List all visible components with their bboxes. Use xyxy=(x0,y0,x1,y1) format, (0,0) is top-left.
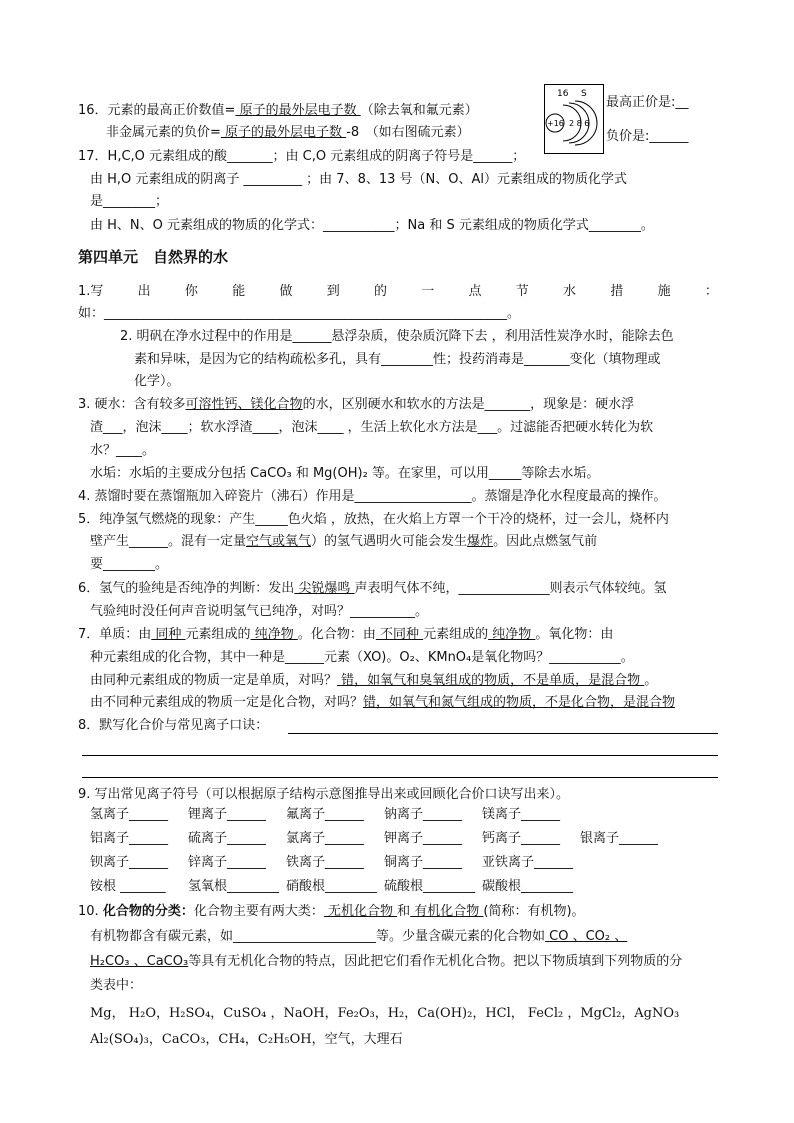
q10-line4: 类表中： xyxy=(90,978,143,993)
q17-line3: 是________； xyxy=(90,194,169,209)
q3-l1-text: 3. 硬水：含有较多 xyxy=(78,397,186,412)
q2-line1: 2. 明矾在净水过程中的作用是______悬浮杂质，使杂质沉降下去 ，利用活性炭净水时，能除去色 xyxy=(120,329,674,344)
q8-answer-line-3[interactable] xyxy=(82,777,718,778)
q10-l1-organic: 有机化合物 xyxy=(410,904,484,919)
q10-l2-underlined: CO 、CO₂ 、 xyxy=(545,929,628,944)
q1-spread-char: 节 xyxy=(515,284,529,299)
q16-l2-underlined: 原子的最外层电子数 xyxy=(220,125,347,140)
q16-l1-note: （除去氧和氟元素） xyxy=(360,103,478,118)
ion-blank-row1-0: 氢离子______ xyxy=(90,807,169,822)
q5-line2 xyxy=(90,533,597,551)
q1-spread-char: ： xyxy=(704,284,718,299)
q8-line: 8．默写化合价与常见离子口诀： xyxy=(78,718,269,733)
q10-l1-inorganic: 无机化合物 xyxy=(323,904,398,919)
q6-line2: 气验纯时没任何声音说明氢气已纯净，对吗？__________。 xyxy=(90,604,429,619)
ion-blank-row4-4: 碳酸根________ xyxy=(482,879,574,894)
atom-symbol-label: S xyxy=(581,89,587,99)
q10-substances-line2: Al₂(SO₄)₃，CaCO₃，CH₄，C₂H₅OH，空气，大理石 xyxy=(90,1032,403,1047)
q16-line1 xyxy=(78,102,478,120)
q7-l1-u2: 纯净物 xyxy=(250,627,298,642)
q16-l2-text: 非金属元素的负价= xyxy=(106,125,221,140)
q2-line3: 化学）。 xyxy=(134,374,180,389)
q9-title: 9. 写出常见离子符号（可以根据原子结构示意图推导出来或回顾化合价口诀写出来）。 xyxy=(78,787,570,802)
q16-l1-underlined: 原子的最外层电子数 xyxy=(235,103,361,118)
q5-line1: 5．纯净氢气燃烧的现象：产生_____色火焰 ，放热，在火焰上方罩一个干冷的烧杯，过一会儿，烧杯内 xyxy=(78,512,669,527)
q4-line: 4. 蒸馏时要在蒸馏瓶加入碎瓷片（沸石）作用是__________________。蒸馏是净化水程度最高的操作。 xyxy=(78,489,667,504)
q5-l2-mid: ）的氢气遇明火可能会发生 xyxy=(311,534,468,549)
q10-l1-num: 10. xyxy=(78,904,103,919)
q7-l1-b: 元素组成的 xyxy=(185,627,251,642)
q7-line3 xyxy=(90,672,657,690)
atom-structure-svg xyxy=(545,85,603,153)
q7-l1-u3: 不同种 xyxy=(375,627,424,642)
q10-line2 xyxy=(90,928,627,946)
q7-l1-c: 。化合物：由 xyxy=(297,627,376,642)
q1-line1 xyxy=(78,283,718,301)
q6-l1-tail: 声表明气体不纯，______________则表示气体较纯。氢 xyxy=(354,581,667,596)
ion-blank-row2-2: 氯离子______ xyxy=(286,831,365,846)
q17-line1: 17．H,C,O 元素组成的酸_______；由 C,O 元素组成的阴离子符号是______； xyxy=(78,149,526,164)
ion-blank-row3-4: 亚铁离子______ xyxy=(482,855,574,870)
q3-l1-underlined: 可溶性钙、镁化合物 xyxy=(185,397,303,412)
ion-blank-row1-4: 镁离子______ xyxy=(482,807,561,822)
q16-line2 xyxy=(106,124,470,142)
q2-line2: 素和异味，是因为它的结构疏松多孔，具有________性；投药消毒是_______变化（填物理或 xyxy=(134,352,661,367)
shell-electrons-label: 2 8 6 xyxy=(569,119,590,128)
q6-l1-text: 6．氢气的验纯是否纯净的判断：发出 xyxy=(78,581,295,596)
q1-spread-char: 一 xyxy=(421,284,435,299)
q1-spread-char: 的 xyxy=(373,284,387,299)
q3-l1-tail: 的水，区别硬水和软水的方法是_______，现象是：硬水浮 xyxy=(302,397,635,412)
ion-blank-row2-5: 银离子______ xyxy=(580,831,659,846)
q3-line2: 渣___，泡沫____；软水浮渣____，泡沫____ ，生活上软化水方法是___。过滤能否把硬水转化为软 xyxy=(90,420,654,435)
unit4-title: 第四单元 自然界的水 xyxy=(78,248,229,266)
q10-l2-text: 有机物都含有碳元素，如______________________等。少量含碳元素的化合物如 xyxy=(90,929,546,944)
q1-spread-char: 出 xyxy=(137,284,151,299)
q10-l1-text: 化合物主要有两大类： xyxy=(193,904,324,919)
q1-spread-char: 1.写 xyxy=(78,284,104,299)
ion-blank-row2-3: 钾离子______ xyxy=(384,831,463,846)
q1-spread-char: 做 xyxy=(279,284,293,299)
q10-l1-bold: 化合物的分类： xyxy=(102,904,194,919)
q7-l3-underlined: 错，如氧气和臭氧组成的物质，不是单质，是混合物 xyxy=(337,673,645,688)
ion-blank-row3-2: 铁离子______ xyxy=(286,855,365,870)
q8-answer-line-2[interactable] xyxy=(82,755,718,756)
ion-blank-row3-3: 铜离子______ xyxy=(384,855,463,870)
q10-l1-and: 和 xyxy=(397,904,411,919)
q6-line1 xyxy=(78,580,667,598)
ion-blank-row4-0: 铵根 _______ xyxy=(90,879,166,894)
ion-blank-row4-1: 氢氧根________ xyxy=(188,879,280,894)
q10-l3-text: 等具有无机化合物的特点，因此把它们看作无机化合物。把以下物质填到下列物质的分 xyxy=(188,954,683,969)
sulfur-atom-diagram xyxy=(544,84,604,154)
max-positive-valence-label: 最高正价是:__ xyxy=(606,95,689,110)
q3-line1 xyxy=(78,396,634,414)
q10-line1 xyxy=(78,903,585,921)
nucleus-label: +16 xyxy=(547,119,564,128)
q3-line4: 水垢：水垢的主要成分包括 CaCO₃ 和 Mg(OH)₂ 等。在家里，可以用_____等除去水垢。 xyxy=(90,466,600,481)
q10-substances-line1: Mg， H₂O，H₂SO₄，CuSO₄ ，NaOH，Fe₂O₃，H₂，Ca(OH)₂，HCl， FeCl₂ ，MgCl₂，AgNO₃ xyxy=(90,1006,680,1021)
q5-line3: 要________。 xyxy=(90,557,169,572)
ion-blank-row4-2: 硝酸根________ xyxy=(286,879,378,894)
q16-l1-text: 16．元素的最高正价数值= xyxy=(78,103,236,118)
ion-blank-row1-1: 锂离子______ xyxy=(188,807,267,822)
q7-l1-u4: 纯净物 xyxy=(488,627,536,642)
atom-number-label: 16 xyxy=(557,89,569,99)
ion-blank-row2-1: 硫离子______ xyxy=(188,831,267,846)
q7-line4 xyxy=(90,694,675,712)
q7-l3-tail: 。 xyxy=(644,673,658,688)
ion-blank-row4-3: 硫酸根________ xyxy=(384,879,476,894)
q5-l2-underlined-explosion: 爆炸 xyxy=(467,534,494,549)
ion-blank-row3-1: 锌离子______ xyxy=(188,855,267,870)
q7-line1 xyxy=(78,626,613,644)
q1-spread-char: 到 xyxy=(326,284,340,299)
ion-blank-row1-2: 氟离子______ xyxy=(286,807,365,822)
q1-spread-char: 你 xyxy=(184,284,198,299)
ion-blank-row2-0: 铝离子______ xyxy=(90,831,169,846)
q7-l1-a: 7．单质：由 xyxy=(78,627,152,642)
q5-l2-underlined-air: 空气或氧气 xyxy=(246,534,312,549)
q5-l2-tail: 。因此点燃氢气前 xyxy=(493,534,598,549)
q10-l1-tail: (简称：有机物)。 xyxy=(483,904,585,919)
q6-l1-underlined: 尖锐爆鸣 xyxy=(294,581,355,596)
q7-l3-text: 由同种元素组成的物质一定是单质，对吗？ xyxy=(90,673,338,688)
q1-spread-char: 施 xyxy=(657,284,671,299)
q7-l4-underlined: 错，如氧气和氮气组成的物质，不是化合物，是混合物 xyxy=(363,695,676,710)
q16-l2-note: -8 （如右图硫元素） xyxy=(346,125,470,140)
q1-line2: 如：______________________________________________________________。 xyxy=(78,306,521,321)
q8-answer-line-1[interactable] xyxy=(288,733,718,734)
q7-l1-e: 。氧化物：由 xyxy=(535,627,614,642)
q10-line3 xyxy=(90,953,682,971)
q3-line3: 水？____。 xyxy=(90,443,156,458)
q10-l3-underlined: H₂CO₃ 、CaCO₃ xyxy=(90,954,189,969)
q7-l1-u1: 同种 xyxy=(151,627,186,642)
q7-line2: 种元素组成的化合物，其中一种是______元素（XO)。O₂、KMnO₄是氧化物吗？___________。 xyxy=(90,650,634,665)
q1-spread-char: 能 xyxy=(232,284,246,299)
q17-line4: 由 H、N、O 元素组成的物质的化学式：___________；Na 和 S 元素组成的物质化学式________。 xyxy=(90,218,654,233)
q17-line2: 由 H,O 元素组成的阴离子 _________ ；由 7、8、13 号（N、O、Al）元素组成的物质化学式 xyxy=(90,172,627,187)
q1-spread-char: 水 xyxy=(563,284,577,299)
q7-l4-text: 由不同种元素组成的物质一定是化合物，对吗？ xyxy=(90,695,364,710)
ion-blank-row2-4: 钙离子______ xyxy=(482,831,561,846)
negative-valence-label: 负价是:______ xyxy=(606,129,689,144)
q5-l2-text: 壁产生______。混有一定量 xyxy=(90,534,247,549)
q1-spread-char: 措 xyxy=(610,284,624,299)
ion-blank-row3-0: 钡离子______ xyxy=(90,855,169,870)
q7-l1-d: 元素组成的 xyxy=(423,627,489,642)
ion-blank-row1-3: 钠离子______ xyxy=(384,807,463,822)
q1-spread-char: 点 xyxy=(468,284,482,299)
